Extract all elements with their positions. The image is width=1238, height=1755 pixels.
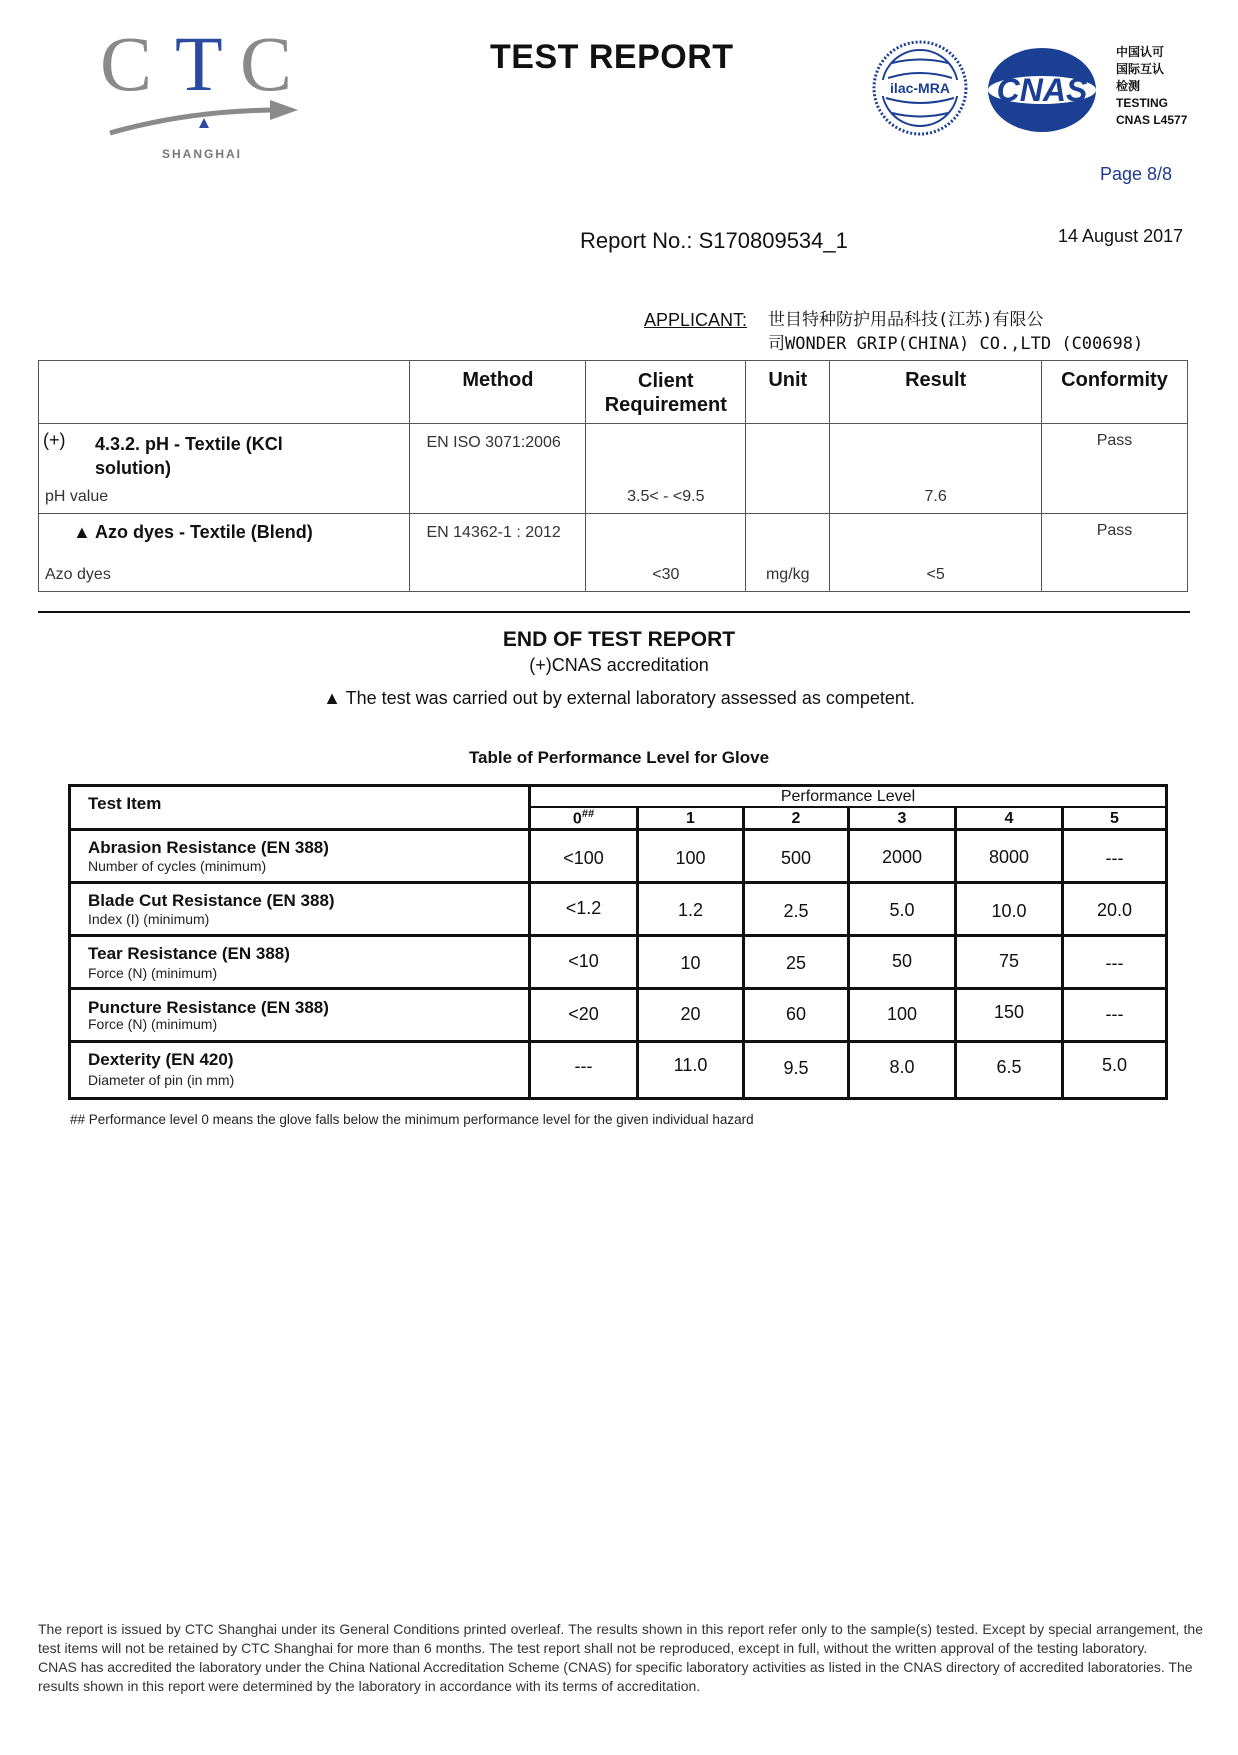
level-header: 2: [791, 810, 801, 827]
table-row: [39, 514, 1188, 592]
ctc-logo: [100, 28, 315, 168]
cnas-mark: (+): [43, 430, 66, 450]
ilac-mra-seal: [870, 38, 970, 138]
performance-value: 500: [780, 848, 812, 868]
performance-value: 10.0: [991, 901, 1027, 921]
results-header: Method: [410, 361, 586, 424]
results-header: Conformity: [1042, 361, 1188, 424]
performance-level-header: Performance Level: [780, 788, 916, 805]
performance-item-unit: Diameter of pin (in mm): [88, 1072, 235, 1088]
unit-cell: [746, 514, 830, 592]
performance-item-name: Dexterity (EN 420): [88, 1050, 234, 1069]
result-text: <5: [926, 566, 945, 583]
requirement-cell: [586, 514, 746, 592]
svg-text:T: T: [175, 28, 223, 107]
method-text: EN 14362-1 : 2012: [426, 524, 561, 541]
performance-value: ---: [1105, 848, 1124, 868]
logo-sub-text: SHANGHAI: [162, 147, 243, 161]
performance-value: 100: [886, 1004, 918, 1024]
performance-value: 8000: [988, 847, 1030, 867]
conformity-cell: [1042, 514, 1188, 592]
method-cell: [410, 514, 586, 592]
performance-item-name: Puncture Resistance (EN 388): [88, 998, 329, 1017]
requirement-text: 3.5< - <9.5: [627, 488, 705, 505]
performance-value: 11.0: [673, 1055, 708, 1075]
results-header: [39, 361, 410, 424]
result-text: 7.6: [924, 488, 947, 505]
requirement-text: <30: [652, 566, 680, 583]
document-title: TEST REPORT: [490, 38, 734, 76]
unit-cell: [746, 424, 830, 514]
requirement-cell: [586, 424, 746, 514]
result-cell: [830, 514, 1042, 592]
results-header: Client Requirement: [586, 361, 746, 424]
method-text: EN ISO 3071:2006: [426, 434, 561, 451]
report-number: Report No.: S170809534_1: [580, 228, 848, 253]
level-header: 5: [1110, 810, 1119, 827]
performance-value: 150: [993, 1002, 1025, 1022]
divider: [38, 611, 1190, 613]
performance-value: 25: [785, 953, 807, 973]
performance-footnote: ## Performance level 0 means the glove falls below the minimum performance level for the given individual hazard: [70, 1112, 754, 1127]
performance-value: 20: [680, 1004, 701, 1024]
test-item-title: 4.3.2. pH - Textile (KCl solution): [95, 434, 283, 478]
performance-value: <100: [563, 848, 604, 868]
performance-value: 50: [891, 951, 913, 971]
performance-item-name: Tear Resistance (EN 388): [88, 944, 290, 963]
footer-paragraph: The report is issued by CTC Shanghai under its General Conditions printed overleaf. The results shown in this report refer only to the sample(s) tested. Except by special arrangement, the test items will not be retained by CTC Shanghai for more than 6 months. The test report shall not be reproduced, except in full, without the written approval of the testing laboratory.: [38, 1621, 1203, 1656]
results-header: Result: [830, 361, 1042, 424]
cnas-side-line: 检测: [1116, 79, 1141, 93]
method-cell: [410, 424, 586, 514]
performance-value: <1.2: [565, 898, 602, 918]
performance-table: [68, 784, 1168, 1100]
performance-item-name: Abrasion Resistance (EN 388): [88, 838, 329, 857]
performance-value: 20.0: [1096, 900, 1133, 920]
performance-item-unit: Index (I) (minimum): [88, 911, 210, 927]
applicant-name: [768, 308, 1178, 356]
performance-value: 75: [998, 951, 1020, 971]
results-table: [38, 360, 1188, 592]
level-header: 1: [686, 810, 695, 827]
external-lab-mark: ▲: [73, 522, 91, 542]
performance-value: ---: [1105, 953, 1124, 973]
performance-value: 6.5: [996, 1057, 1022, 1077]
test-item-cell: [39, 424, 410, 514]
cnas-side-line: CNAS L4577: [1116, 113, 1188, 127]
level-header: 3: [897, 810, 907, 827]
svg-text:C: C: [240, 28, 293, 107]
result-cell: [830, 424, 1042, 514]
conformity-cell: [1042, 424, 1188, 514]
cnas-side-line: TESTING: [1116, 96, 1169, 110]
level-0-footnote-mark: ##: [581, 808, 595, 820]
report-date: 14 August 2017: [1058, 226, 1184, 246]
performance-item-name: Blade Cut Resistance (EN 388): [88, 891, 335, 910]
performance-value: ---: [1105, 1004, 1124, 1024]
external-lab-note: ▲ The test was carried out by external laboratory assessed as competent.: [323, 688, 915, 708]
cnas-text: CNAS: [996, 72, 1088, 108]
performance-value: <10: [568, 951, 599, 971]
performance-value: 8.0: [889, 1057, 915, 1077]
results-header-row: [39, 361, 1188, 424]
table-row: [39, 424, 1188, 514]
applicant-name-line: 司WONDER GRIP(CHINA) CO.,LTD (C00698): [768, 334, 1144, 354]
level-0-label: 0: [572, 810, 582, 828]
svg-text:C: C: [100, 28, 159, 107]
sub-label: pH value: [45, 488, 109, 505]
performance-value: 5.0: [889, 900, 915, 920]
performance-value: 9.5: [783, 1058, 809, 1078]
conformity-text: Pass: [1096, 522, 1133, 539]
performance-value: 2.5: [783, 901, 809, 921]
performance-value: 10: [680, 953, 701, 973]
performance-item-unit: Number of cycles (minimum): [88, 858, 267, 874]
performance-item-unit: Force (N) (minimum): [88, 965, 218, 981]
applicant-label: APPLICANT:: [644, 310, 748, 330]
performance-table-title: Table of Performance Level for Glove: [468, 748, 770, 767]
page-number: Page 8/8: [1100, 164, 1173, 184]
sub-label: Azo dyes: [45, 566, 111, 583]
cnas-side-text: [1116, 44, 1187, 129]
performance-value: <20: [568, 1004, 599, 1024]
cnas-side-line: 中国认可: [1116, 45, 1165, 59]
applicant-name-line: 世目特种防护用品科技(江苏)有限公: [768, 310, 1044, 330]
footer-paragraph: CNAS has accredited the laboratory under the China National Accreditation Scheme (CNAS) for specific laboratory activities as listed in the CNAS directory of accredited laboratories. The results shown in this report were determined by the laboratory in accordance with its terms of accreditation.: [38, 1659, 1193, 1694]
performance-value: 60: [785, 1004, 807, 1024]
performance-value: ---: [574, 1056, 593, 1076]
performance-value: 5.0: [1101, 1055, 1128, 1075]
unit-text: mg/kg: [765, 566, 810, 583]
ilac-text: ilac-MRA: [890, 80, 950, 96]
results-header: Unit: [746, 361, 830, 424]
level-header: [531, 808, 636, 828]
level-header: 4: [1004, 810, 1014, 827]
test-item-title: Azo dyes - Textile (Blend): [95, 522, 313, 542]
performance-value: 2000: [881, 847, 923, 867]
performance-value: 100: [675, 848, 706, 868]
end-of-report-title: END OF TEST REPORT: [502, 628, 736, 651]
cnas-seal: [985, 45, 1100, 135]
performance-item-unit: Force (N) (minimum): [88, 1016, 218, 1032]
test-item-header: Test Item: [88, 794, 162, 813]
performance-value: 1.2: [677, 900, 704, 920]
cnas-side-line: 国际互认: [1116, 62, 1165, 76]
conformity-text: Pass: [1096, 432, 1133, 449]
test-item-cell: [39, 514, 410, 592]
cnas-accreditation-note: (+)CNAS accreditation: [529, 655, 709, 675]
footer-disclaimer: [38, 1620, 1203, 1696]
